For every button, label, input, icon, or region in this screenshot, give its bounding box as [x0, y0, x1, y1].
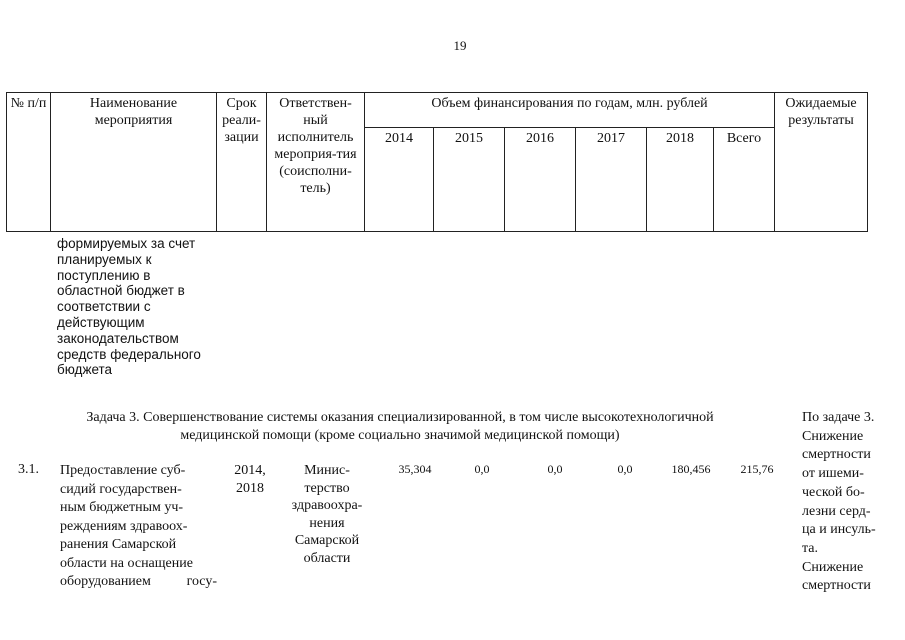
row-name-line: сидий государствен- [60, 481, 182, 497]
value-2018: 180,456 [671, 462, 711, 476]
header-col-term: Срок реали-зации [217, 93, 267, 232]
row-resp-line: нения [309, 515, 345, 531]
task-heading-line: медицинской помощи (кроме социально значимой медицинской помощи) [180, 428, 620, 443]
header-year-2017: 2017 [576, 128, 647, 232]
task-heading [40, 409, 760, 445]
continuation-text [57, 236, 232, 378]
results-line: лезни серд- [802, 503, 871, 519]
results-line: ческой бо- [802, 484, 865, 500]
row-activity-name [60, 462, 217, 592]
results-line: та. [802, 540, 819, 556]
header-year-2015: 2015 [434, 128, 505, 232]
results-line: смертности [802, 578, 871, 594]
continuation-line: планируемых к [57, 251, 152, 267]
row-resp-line: здравоохра- [291, 498, 363, 513]
continuation-line: соответствии с [57, 299, 151, 315]
header-col-funding: Объем финансирования по годам, млн. рублей [365, 93, 775, 128]
value-2016: 0,0 [547, 462, 563, 476]
row-number: 3.1. [18, 462, 39, 477]
continuation-line: действующим [57, 314, 145, 330]
header-col-number: № п/п [7, 93, 51, 232]
row-name-line: ным бюджетным уч- [60, 500, 184, 515]
continuation-line: формируемых за счет [57, 236, 196, 251]
results-line: смертности [802, 447, 871, 463]
row-name-line: области на оснащение [60, 555, 193, 571]
header-total: Всего [714, 128, 775, 232]
page-number: 19 [453, 38, 467, 53]
results-line: от ишеми- [802, 466, 864, 482]
task-heading-line: Задача 3. Совершенствование системы оказания специализированной, в том числе высокотехнологичной [86, 410, 714, 425]
header-year-2018: 2018 [647, 128, 714, 232]
value-2014: 35,304 [398, 462, 432, 476]
continuation-line: бюджета [57, 362, 113, 378]
header-col-responsible: Ответствен-ный исполнитель мероприя-тия (соисполни-тель) [267, 93, 365, 232]
results-line: Снижение [802, 559, 864, 575]
header-col-name: Наименование мероприятия [51, 93, 217, 232]
row-name-line: реждениям здравоох- [60, 518, 188, 534]
row-name-line: оборудованием госу- [60, 574, 217, 589]
row-name-line: ранения Самарской [60, 537, 177, 552]
row-resp-line: терство [304, 480, 350, 496]
value-2015: 0,0 [474, 462, 490, 476]
results-line: ца и инсуль- [802, 522, 876, 538]
row-responsible [282, 462, 372, 567]
row-name-line: Предоставление суб- [60, 463, 186, 478]
row-resp-line: Самарской [294, 533, 360, 548]
results-line: По задаче 3. [802, 410, 875, 425]
results-line: Снижение [802, 428, 864, 444]
expected-results [802, 409, 877, 596]
header-year-2016: 2016 [505, 128, 576, 232]
continuation-line: областной бюджет в [57, 283, 185, 299]
row-term: 2014, 2018 [234, 463, 266, 496]
header-year-2014: 2014 [365, 128, 434, 232]
continuation-line: поступлению в [57, 267, 151, 283]
value-2017: 0,0 [617, 462, 633, 476]
continuation-line: законодательством [57, 330, 179, 346]
row-resp-line: области [303, 550, 351, 566]
value-total: 215,76 [740, 462, 774, 476]
continuation-line: средств федерального [57, 346, 201, 362]
row-resp-line: Минис- [304, 463, 350, 478]
header-table [6, 92, 868, 232]
header-col-results: Ожидаемые результаты [775, 93, 868, 232]
